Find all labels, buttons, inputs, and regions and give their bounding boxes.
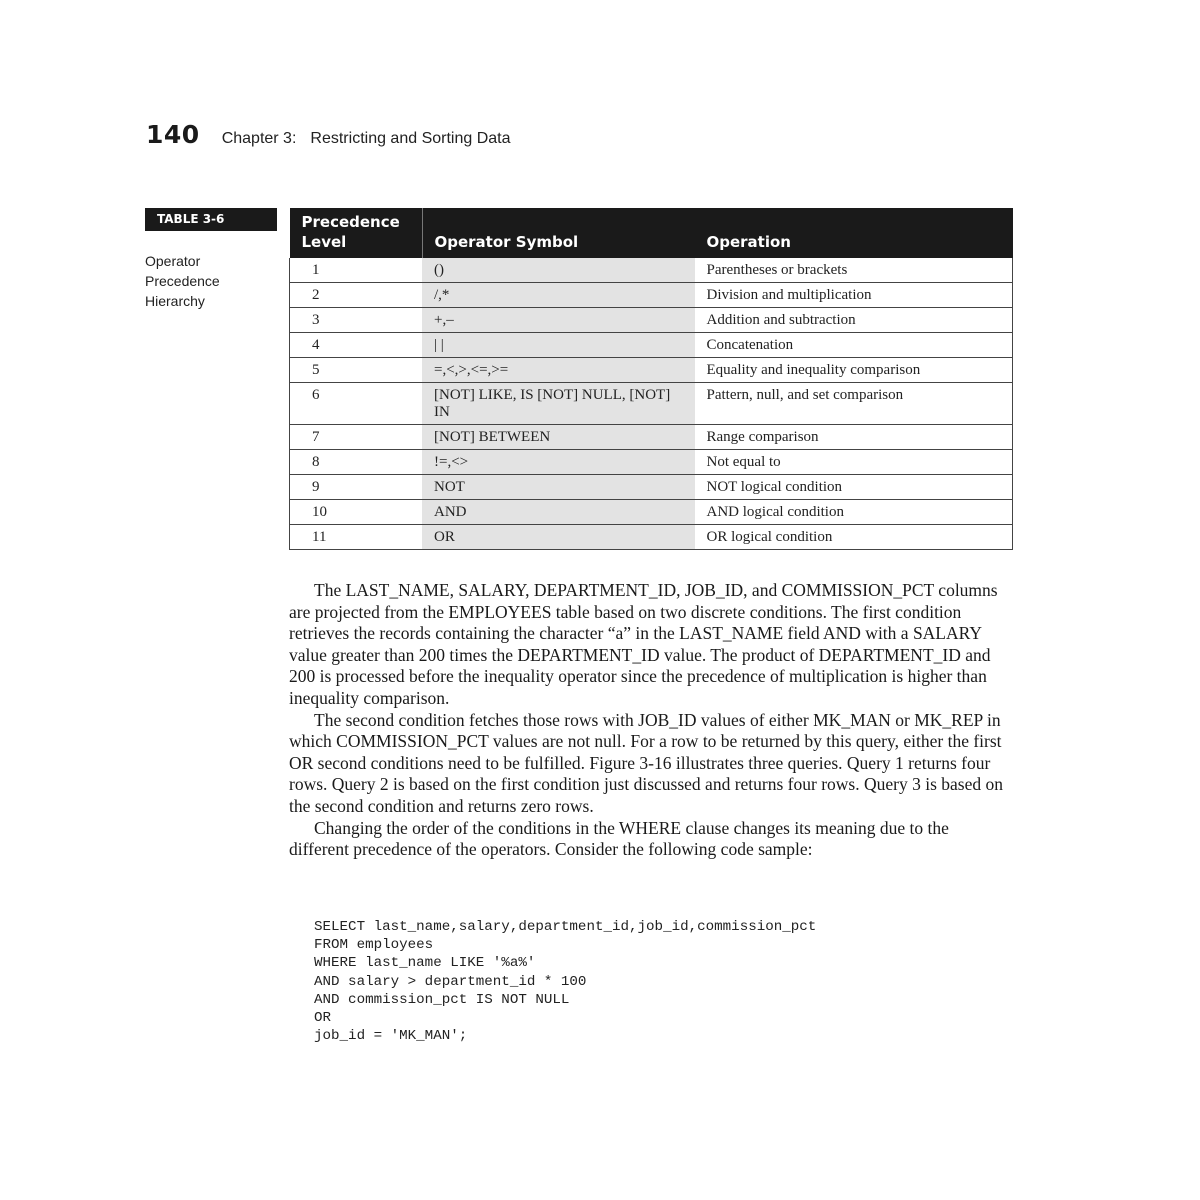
cell-operation: Concatenation [695,333,1013,358]
cell-symbol: NOT [422,475,695,500]
cell-operation: Range comparison [695,425,1013,450]
cell-operation: AND logical condition [695,500,1013,525]
table-row [290,475,1013,500]
cell-symbol: AND [422,500,695,525]
cell-symbol: +,– [422,308,695,333]
page-number: 140 [146,120,200,149]
paragraph: The LAST_NAME, SALARY, DEPARTMENT_ID, JOB_ID, and COMMISSION_PCT columns are projected from the EMPLOYEES table based on two discrete conditions. The first condition retrieves the records containing the character “a” in the LAST_NAME field AND with a SALARY value greater than 200 times the DEPARTMENT_ID value. The product of DEPARTMENT_ID and 200 is processed before the inequality operator since the precedence of multiplication is higher than inequality comparison. [289,580,998,708]
column-header-symbol: Operator Symbol [422,208,695,258]
table-row [290,383,1013,425]
cell-level: 5 [290,358,423,383]
table-row [290,358,1013,383]
cell-level: 3 [290,308,423,333]
cell-level: 8 [290,450,423,475]
table-row [290,283,1013,308]
paragraph: The second condition fetches those rows with JOB_ID values of either MK_MAN or MK_REP in which COMMISSION_PCT values are not null. For a row to be returned by this query, either the first OR second conditions need to be fulfilled. Figure 3-16 illustrates three queries. Query 1 returns four rows. Query 2 is based on the first condition just discussed and returns four rows. Query 3 is based on the second condition and returns zero rows. [289,709,1003,816]
cell-operation: Equality and inequality comparison [695,358,1013,383]
cell-operation: OR logical condition [695,525,1013,550]
table-row [290,525,1013,550]
chapter-label: Chapter 3: [221,130,297,147]
cell-level: 11 [290,525,423,550]
table-row [290,308,1013,333]
cell-symbol: [NOT] BETWEEN [422,425,695,450]
cell-level: 7 [290,425,423,450]
table-row [290,258,1013,283]
table-row [290,500,1013,525]
cell-symbol: !=,<> [422,450,695,475]
cell-symbol: OR [422,525,695,550]
cell-operation: Division and multiplication [695,283,1013,308]
table-label: TABLE 3-6 [145,208,277,231]
cell-operation: Pattern, null, and set comparison [695,383,1013,425]
code-sample: SELECT last_name,salary,department_id,job_id,commission_pct FROM employees WHERE last_name LIKE '%a%' AND salary > department_id * 100 AND commission_pct IS NOT NULL OR job_id = 'MK_MAN'; [314,919,817,1045]
chapter-title: Restricting and Sorting Data [310,130,511,147]
cell-level: 6 [290,383,423,425]
cell-level: 1 [290,258,423,283]
cell-level: 10 [290,500,423,525]
table-row [290,425,1013,450]
cell-symbol: [NOT] LIKE, IS [NOT] NULL, [NOT] IN [422,383,695,425]
table-row [290,333,1013,358]
table-row [290,450,1013,475]
cell-operation: Parentheses or brackets [695,258,1013,283]
table-header-row [290,208,1013,258]
body-text [289,580,1011,861]
cell-level: 9 [290,475,423,500]
cell-operation: Addition and subtraction [695,308,1013,333]
column-header-level: Precedence Level [290,208,423,258]
cell-level: 2 [290,283,423,308]
cell-level: 4 [290,333,423,358]
precedence-table [289,208,1013,550]
cell-symbol: /,* [422,283,695,308]
column-header-operation: Operation [695,208,1013,258]
cell-operation: NOT logical condition [695,475,1013,500]
page-header [146,120,511,149]
cell-symbol: | | [422,333,695,358]
cell-symbol: =,<,>,<=,>= [422,358,695,383]
cell-symbol: () [422,258,695,283]
paragraph: Changing the order of the conditions in the WHERE clause changes its meaning due to the different precedence of the operators. Consider the following code sample: [289,817,949,860]
cell-operation: Not equal to [695,450,1013,475]
table-caption: Operator Precedence Hierarchy [145,253,220,309]
